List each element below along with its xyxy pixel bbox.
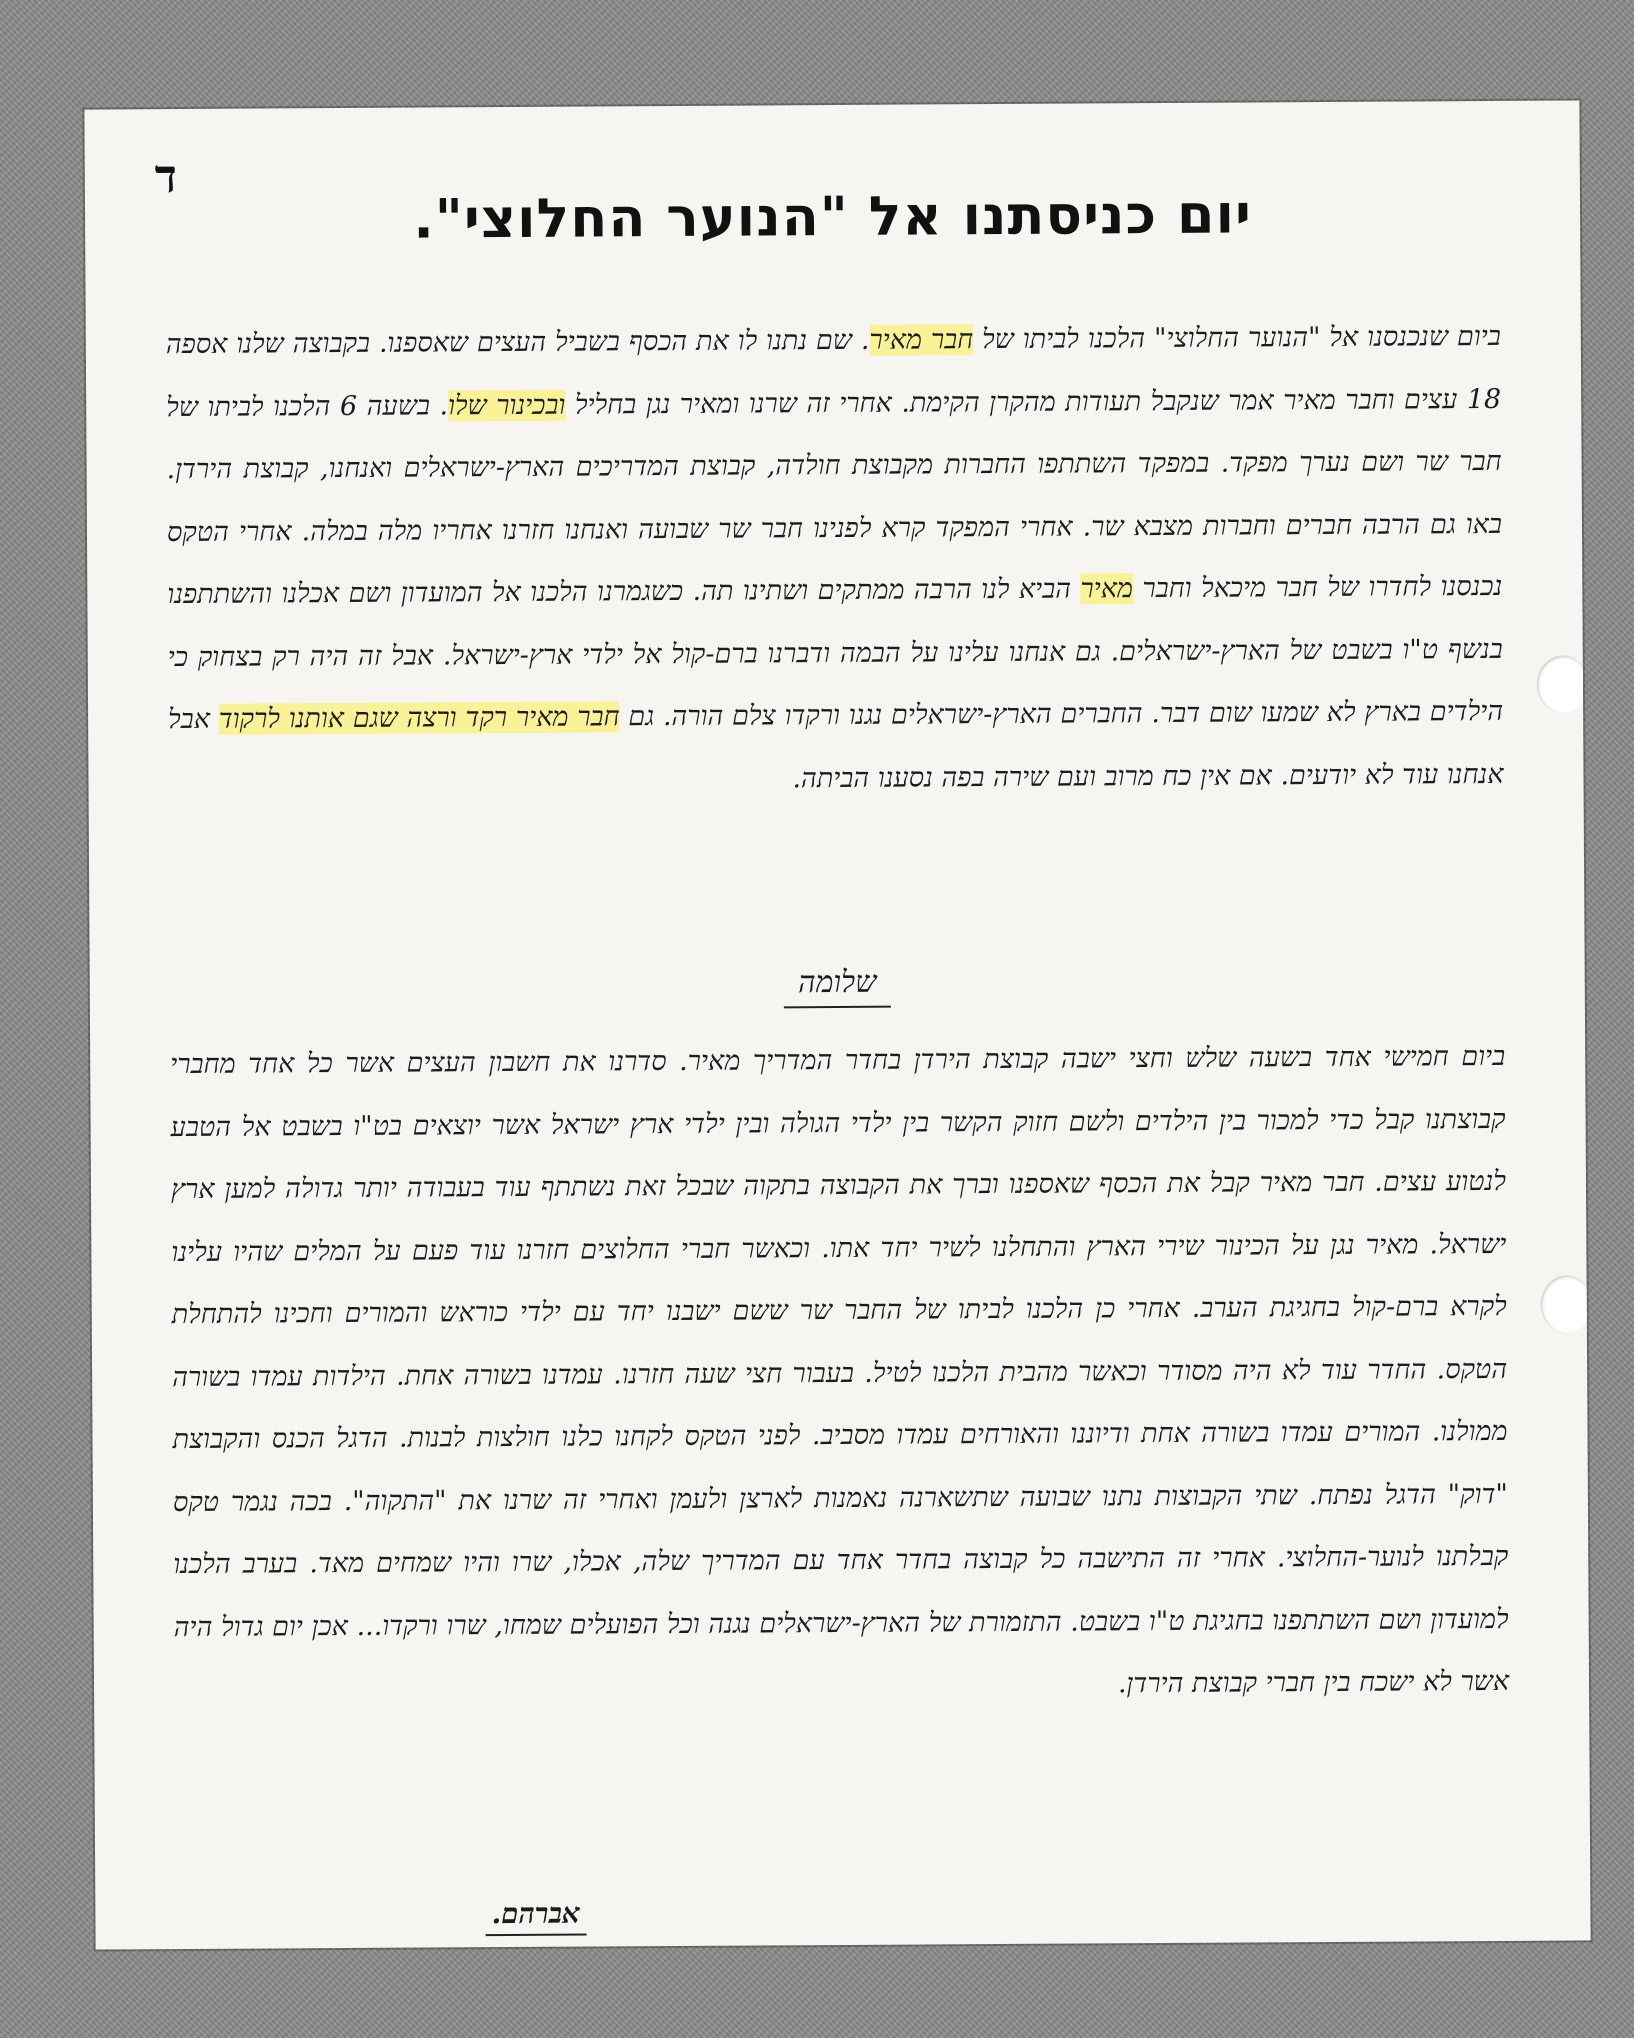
highlight-4: חבר מאיר רקד ורצה שגם אותנו לרקוד [218, 701, 620, 735]
paragraph-2: ביום חמישי אחד בשעה שלש וחצי ישבה קבוצת הירדן בחדר המדריך מאיר. סדרנו את חשבון העצים אשר כל אחד מחברי קבוצתנו קבל כדי למכור בין הילדים ולשם חזוק הקשר בין ילדי הגולה ובין ילדי ארץ ישראל אשר יוצאים בט"ו בשבט אל הטבע לנטוע עצים. חבר מאיר קבל את הכסף שאספנו וברך את הקבוצה בתקוה שבכל זאת נשתתף עוד בעבודה יותר גדולה למען ארץ ישראל. מאיר נגן על הכינור שירי הארץ והתחלנו לשיר יחד אתו. וכאשר חברי החלוצים חזרנו עוד פעם על המלים שהיו עלינו לקרא ברם-קול בחגיגת הערב. אחרי כן הלכנו לביתו של החבר שר ששם ישבנו יחד עם ילדי כוראש והמורים וחכינו להתחלת הטקס. החדר עוד לא היה מסודר וכאשר מהבית הלכנו לטיל. בעבור חצי שעה חזרנו. עמדנו בשורה אחת. הילדות עמדו בשורה ממולנו. המורים עמדו בשורה אחת ודיוננו והאורחים עמדו מסביב. לפני הטקס לקחנו כלנו חולצות לבנות. הדגל הכנס והקבוצת "דוק" הדגל נפתח. שתי הקבוצות נתנו שבועה שתשארנה נאמנות לארצן ולעמן ואחרי זה שרנו את "התקוה". בכה נגמר טקס קבלתנו לנוער-החלוצי. אחרי זה התישבה כל קבוצה בחדר אחד עם המדריך שלה, אכלו, שרו והיו שמחים מאד. בערב הלכנו למועדון ושם השתתפנו בחגיגת ט"ו בשבט. התזמורת של הארץ-ישראלים נגנה וכל הפועלים שמחו, שרו ורקדו... אכן יום גדול היה אשר לא ישכח בין חברי קבוצת הירדן. [170, 1040, 1510, 1700]
highlight-3: מאיר [1080, 573, 1134, 605]
highlight-2: ובכינור שלו [447, 389, 566, 421]
first-signature [90, 960, 1585, 1004]
paragraph-1-part-5: אבל אנחנו עוד לא יודעים. אם אין כח מרוב ועם שירה בפה נסענו הביתה. [168, 703, 1504, 794]
page-title: יום כניסתנו אל "הנוער החלוצי". [413, 182, 1253, 251]
author-signature-text: אברהם. [485, 1897, 586, 1937]
punch-hole [1541, 1275, 1591, 1333]
paragraph-1-part-4: הביא לנו הרבה ממתקים ושתינו תה. כשגמרנו הלכנו אל המועדון ושם אכלנו והשתתפנו בנשף ט"ו בשבט של הארץ-ישראלים. גם אנחנו עלינו על הבמה ודברנו ברם-קול אל ילדי ארץ-ישראל. אבל זה היה רק בצחוק כי הילדים בארץ לא שמעו שום דבר. החברים הארץ-ישראלים נגנו ורקדו צלם הורה. גם [167, 573, 1504, 733]
paragraph-1-part-3: . בשעה 6 הלכנו לביתו של חבר שר ושם נערך מפקד. במפקד השתתפו החברות מקבוצת חולדה, קבוצת המדריכים הארץ-ישראלים ואנחנו, קבוצת הירדן. באו גם הרבה חברים וחברות מצבא שר. אחרי המפקד קרא לפנינו חבר שר שבועה ואנחנו חזרנו אחריו מלה במלה. אחרי הטקס נכנסנו לחדרו של חבר מיכאל וחבר [166, 389, 1503, 605]
highlight-1: חבר מאיר [869, 324, 974, 356]
paragraph-1-part-2: . שם נתנו לו את הכסף בשביל העצים שאספנו. בקבוצה שלנו אספה 18 עצים וחבר מאיר אמר שנקבל תעודות מהקרן הקימת. אחרי זה שרנו ומאיר נגן בחליל [165, 324, 1502, 421]
author-signature [485, 1897, 586, 1932]
punch-hole [1537, 655, 1589, 713]
page-letter: ד [154, 149, 178, 204]
paragraph-1-part-1: ביום שנכנסנו אל "הנוער החלוצי" הלכנו לביתו של [973, 320, 1501, 356]
paragraph-1 [166, 306, 1504, 814]
first-signature-text: שלומה [784, 965, 891, 1009]
document-page [84, 100, 1590, 1949]
